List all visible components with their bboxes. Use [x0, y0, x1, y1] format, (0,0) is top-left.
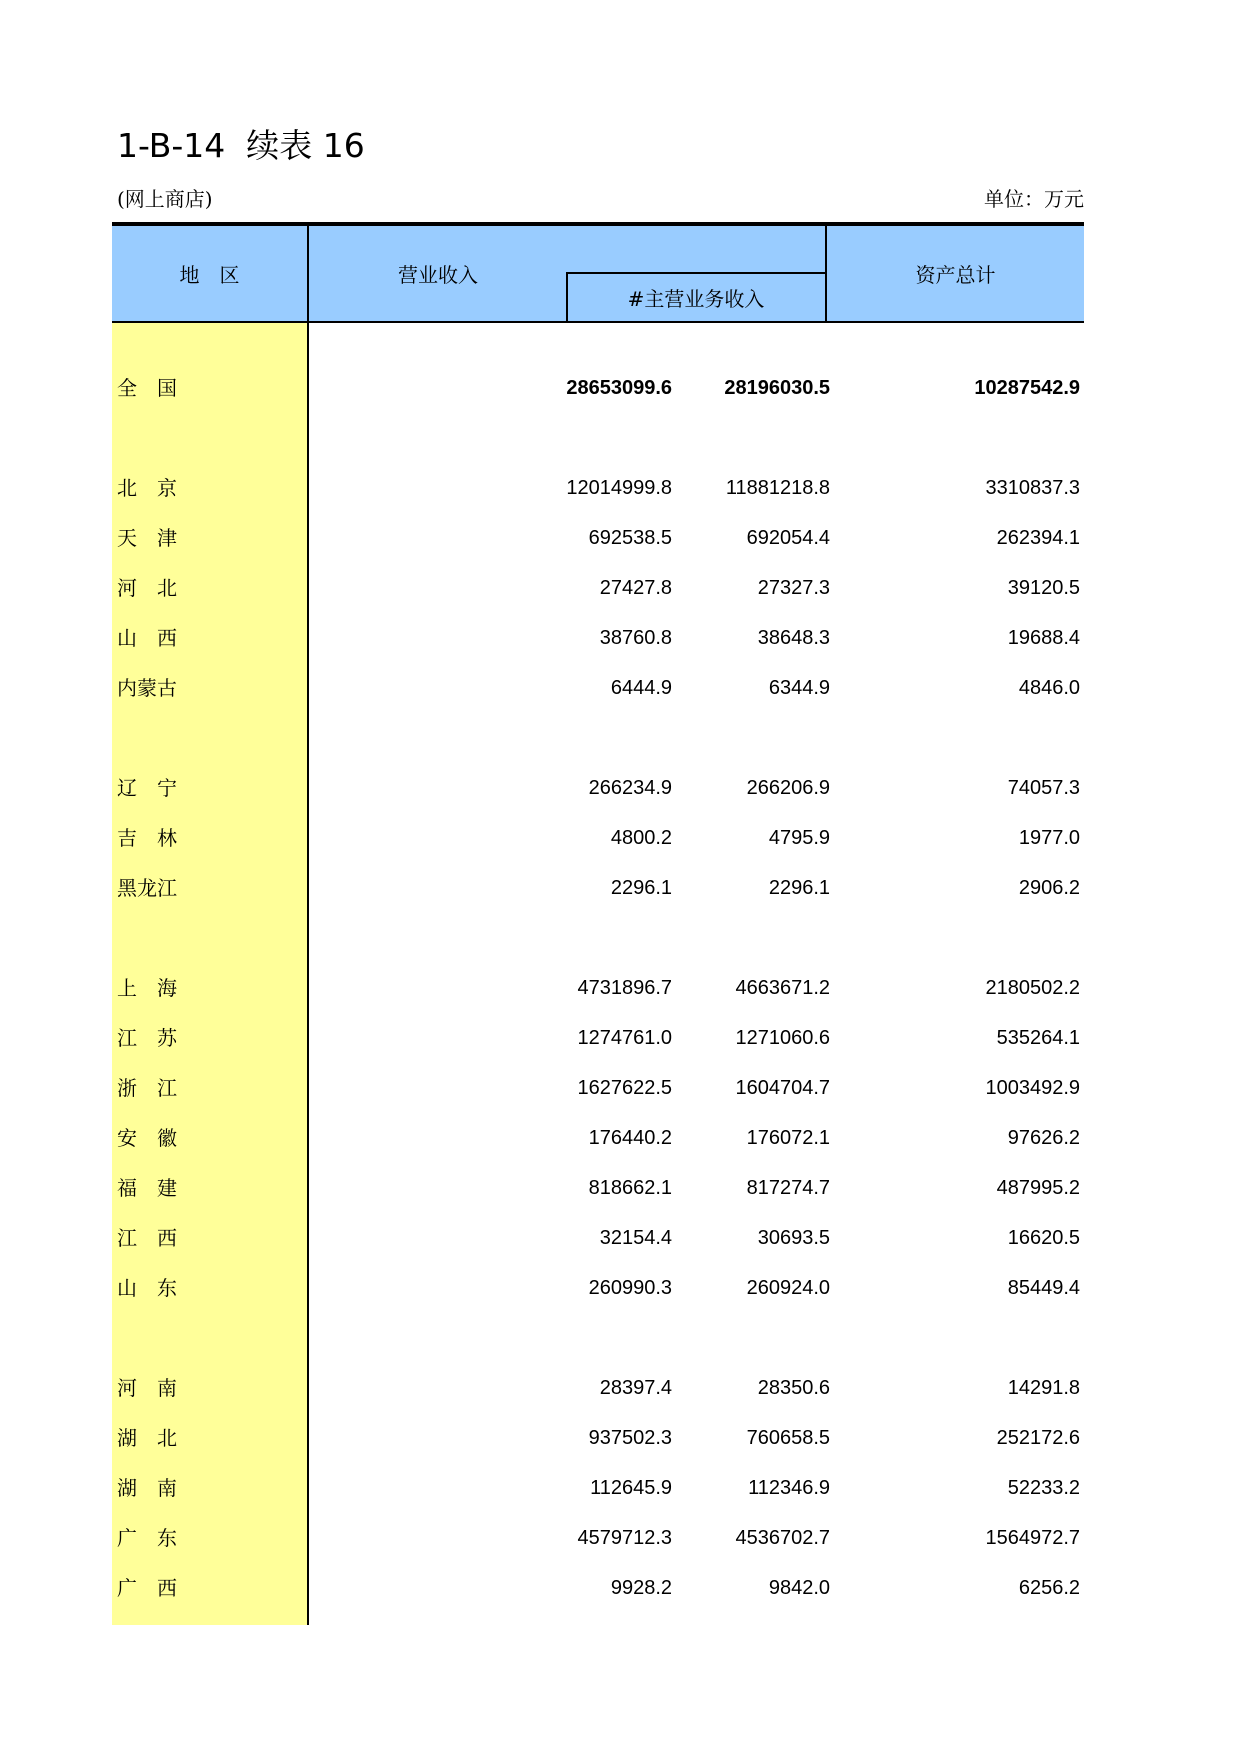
assets-cell: 85449.4 [1007, 1277, 1080, 1299]
region-cell: 江 西 [117, 1226, 177, 1250]
assets-cell: 6256.2 [1018, 1577, 1080, 1599]
assets-cell: 2906.2 [1018, 877, 1080, 899]
region-cell: 北 京 [117, 476, 177, 500]
region-cell: 上 海 [117, 976, 177, 1000]
revenue-cell: 32154.4 [599, 1227, 672, 1249]
revenue-cell: 4731896.7 [577, 977, 672, 999]
header-subdivider [566, 272, 827, 274]
table-row [112, 513, 1084, 563]
main-revenue-cell: 176072.1 [746, 1127, 830, 1149]
table-row [112, 813, 1084, 863]
region-cell: 山 东 [117, 1276, 177, 1300]
main-revenue-cell: 1604704.7 [735, 1077, 830, 1099]
assets-cell: 19688.4 [1007, 627, 1080, 649]
table-row [112, 1563, 1084, 1613]
assets-cell: 10287542.9 [974, 377, 1080, 399]
header-main-revenue: #主营业务收入 [627, 287, 765, 311]
revenue-cell: 112645.9 [590, 1477, 672, 1499]
table-category: (网上商店) [117, 187, 213, 211]
main-revenue-cell: 817274.7 [746, 1177, 830, 1199]
revenue-cell: 1627622.5 [577, 1077, 672, 1099]
revenue-cell: 937502.3 [588, 1427, 672, 1449]
main-revenue-cell: 760658.5 [746, 1427, 830, 1449]
region-cell: 浙 江 [117, 1076, 177, 1100]
main-revenue-cell: 28350.6 [757, 1377, 830, 1399]
table-row [112, 663, 1084, 713]
header-region: 地 区 [179, 263, 240, 287]
revenue-cell: 692538.5 [588, 527, 672, 549]
main-revenue-cell: 266206.9 [746, 777, 830, 799]
assets-cell: 14291.8 [1007, 1377, 1080, 1399]
region-cell: 全 国 [117, 376, 177, 400]
revenue-cell: 1274761.0 [577, 1027, 672, 1049]
revenue-cell: 28397.4 [599, 1377, 672, 1399]
table-body [112, 323, 1084, 1625]
revenue-cell: 818662.1 [588, 1177, 672, 1199]
table-row [112, 463, 1084, 513]
statistics-table [112, 222, 1084, 1625]
assets-cell: 4846.0 [1018, 677, 1080, 699]
table-row [112, 1163, 1084, 1213]
revenue-cell: 9928.2 [610, 1577, 672, 1599]
main-revenue-cell: 260924.0 [746, 1277, 830, 1299]
header-divider [566, 272, 568, 321]
assets-cell: 1977.0 [1018, 827, 1080, 849]
region-cell: 湖 南 [117, 1476, 177, 1500]
revenue-cell: 4579712.3 [577, 1527, 672, 1549]
main-revenue-cell: 11881218.8 [725, 477, 830, 499]
assets-cell: 3310837.3 [985, 477, 1080, 499]
region-cell: 广 西 [117, 1576, 177, 1600]
revenue-cell: 4800.2 [610, 827, 672, 849]
region-cell: 湖 北 [117, 1426, 177, 1450]
header-assets: 资产总计 [915, 263, 996, 287]
table-unit: 单位：万元 [984, 187, 1084, 211]
table-row [112, 1413, 1084, 1463]
region-cell: 吉 林 [117, 826, 177, 850]
assets-cell: 1003492.9 [985, 1077, 1080, 1099]
main-revenue-cell: 2296.1 [768, 877, 830, 899]
main-revenue-cell: 4536702.7 [735, 1527, 830, 1549]
table-row [112, 1013, 1084, 1063]
assets-cell: 39120.5 [1007, 577, 1080, 599]
header-divider [307, 226, 309, 321]
revenue-cell: 176440.2 [588, 1127, 672, 1149]
table-row [112, 1263, 1084, 1313]
table-row [112, 1463, 1084, 1513]
table-header [112, 222, 1084, 323]
main-revenue-cell: 6344.9 [768, 677, 830, 699]
revenue-cell: 12014999.8 [566, 477, 672, 499]
revenue-cell: 2296.1 [610, 877, 672, 899]
table-row [112, 1213, 1084, 1263]
revenue-cell: 266234.9 [588, 777, 672, 799]
assets-cell: 535264.1 [996, 1027, 1080, 1049]
assets-cell: 262394.1 [996, 527, 1080, 549]
main-revenue-cell: 30693.5 [757, 1227, 830, 1249]
main-revenue-cell: 27327.3 [757, 577, 830, 599]
assets-cell: 16620.5 [1007, 1227, 1080, 1249]
header-revenue: 营业收入 [398, 263, 478, 287]
table-row [112, 763, 1084, 813]
region-cell: 江 苏 [117, 1026, 177, 1050]
main-revenue-cell: 38648.3 [757, 627, 830, 649]
revenue-cell: 260990.3 [588, 1277, 672, 1299]
main-revenue-cell: 692054.4 [746, 527, 830, 549]
assets-cell: 2180502.2 [985, 977, 1080, 999]
main-revenue-cell: 28196030.5 [724, 377, 830, 399]
assets-cell: 52233.2 [1007, 1477, 1080, 1499]
assets-cell: 1564972.7 [985, 1527, 1080, 1549]
region-cell: 福 建 [117, 1176, 177, 1200]
region-cell: 河 南 [117, 1376, 177, 1400]
table-row [112, 1513, 1084, 1563]
table-row [112, 1063, 1084, 1113]
table-id: 1-B-14 [117, 126, 226, 165]
main-revenue-cell: 4663671.2 [735, 977, 830, 999]
region-cell: 黑龙江 [117, 876, 177, 900]
region-cell: 山 西 [117, 626, 177, 650]
revenue-cell: 27427.8 [599, 577, 672, 599]
main-revenue-cell: 9842.0 [768, 1577, 830, 1599]
main-revenue-cell: 1271060.6 [735, 1027, 830, 1049]
revenue-cell: 6444.9 [610, 677, 672, 699]
region-cell: 天 津 [117, 526, 177, 550]
assets-cell: 97626.2 [1007, 1127, 1080, 1149]
table-row [112, 1363, 1084, 1413]
assets-cell: 252172.6 [996, 1427, 1080, 1449]
table-row [112, 613, 1084, 663]
assets-cell: 487995.2 [996, 1177, 1080, 1199]
main-revenue-cell: 4795.9 [768, 827, 830, 849]
revenue-cell: 38760.8 [599, 627, 672, 649]
table-row [112, 563, 1084, 613]
region-cell: 河 北 [117, 576, 177, 600]
main-revenue-cell: 112346.9 [748, 1477, 830, 1499]
table-title [117, 126, 365, 166]
region-cell: 安 徽 [117, 1126, 177, 1150]
assets-cell: 74057.3 [1007, 777, 1080, 799]
table-row [112, 363, 1084, 413]
table-row [112, 863, 1084, 913]
region-cell: 辽 宁 [117, 776, 177, 800]
region-cell: 内蒙古 [117, 676, 177, 700]
region-cell: 广 东 [117, 1526, 177, 1550]
revenue-cell: 28653099.6 [566, 377, 672, 399]
table-row [112, 963, 1084, 1013]
table-row [112, 1113, 1084, 1163]
table-continuation: 续表 16 [246, 126, 365, 165]
